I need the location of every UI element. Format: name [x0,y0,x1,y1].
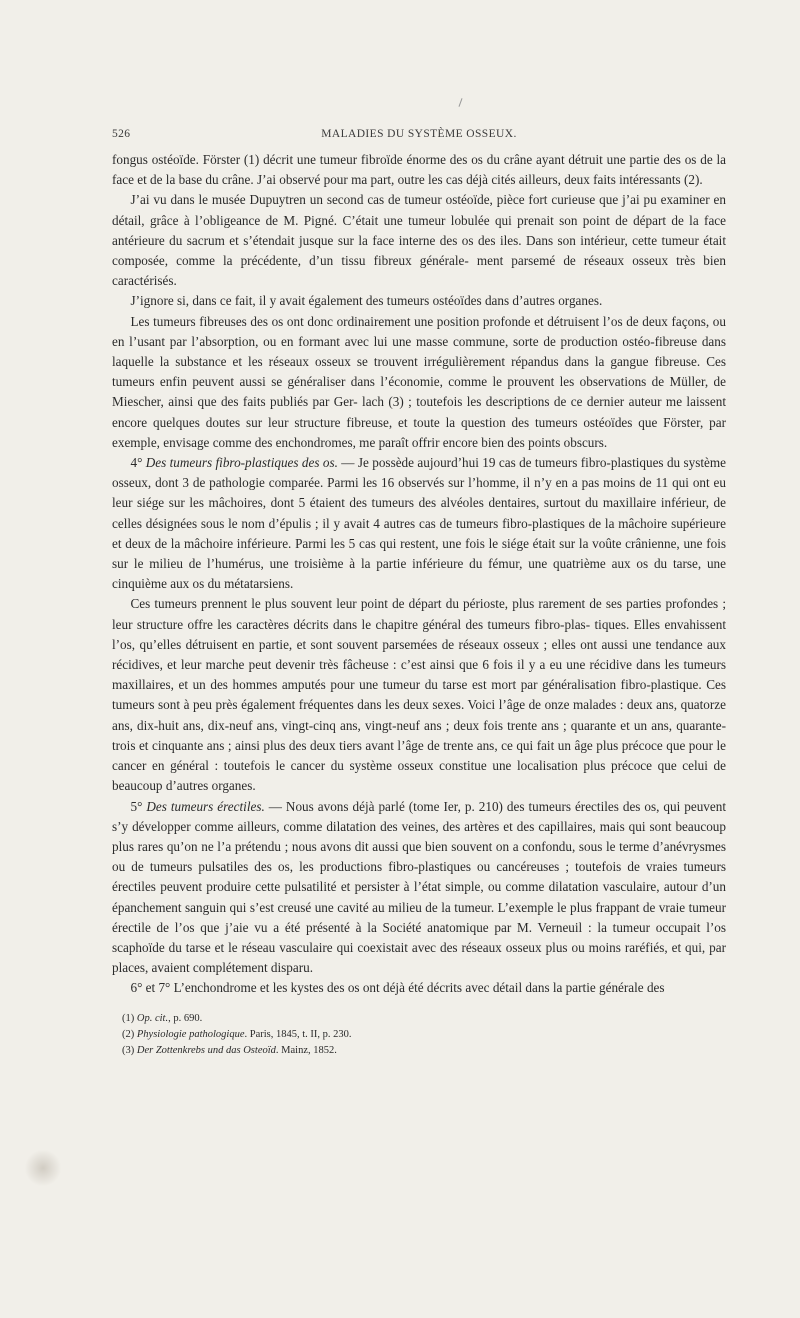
body-text [112,150,726,999]
paragraph [112,594,726,796]
paragraph-text: 6° et 7° L’enchondrome et les kystes des os ont déjà été décrits avec détail dans la partie générale des [130,980,665,996]
paragraph-text: J’ai vu dans le musée Dupuytren un second cas de tumeur ostéoïde, pièce fort curieuse que j’ai pu examiner en détail, grâce à l’obligeance de M. Pigné. C’était une tumeur lobulée qui prenait son point de départ de la face antérieure du sacrum et s’étendait jusque sur la face interne des os des iles. Dans son intérieur, cette tumeur était composée, comme la précédente, d’un tissu fibreux générale- ment parsemé de réseaux osseux très bien caractérisés. [112,192,726,289]
paragraph [112,453,726,594]
paragraph [112,291,726,311]
running-head: MALADIES DU SYSTÈME OSSEUX. [321,128,517,140]
page-stain [24,1150,62,1186]
section-number: 5° [130,798,147,814]
paragraph-text: — Je possède aujourd’hui 19 cas de tumeurs fibro-plastiques du système osseux, dont 3 de pathologie comparée. Parmi les 16 observés sur l’homme, il n’y en a pas moins de 11 qui ont eu leur siége sur les mâchoires, dont 5 étaient des tumeurs des alvéoles dentaires, surtout du maxillaire inférieur, de celles désignées sous le nom d’épulis ; il y avait 4 autres cas de tumeurs fibro-plastiques de la mâchoire supérieure et deux de la mâchoire inférieure. Parmi les 5 cas qui restent, une fois le siége était sur la voûte crânienne, une fois sur le milieu de l’humérus, une troisième à la partie inférieure du fémur, une quatrième aux os du tarse, une cinquième aux os du métatarsiens. [112,455,727,592]
footnote-mark: (1) [122,1012,135,1024]
section-number: 4° [130,455,146,471]
footnote-text: . Paris, 1845, t. II, p. 230. [244,1028,352,1040]
paragraph-text: — Nous avons déjà parlé (tome Ier, p. 210) des tumeurs érectiles des os, qui peuvent s’y développer comme ailleurs, comme dilatation des veines, des artères et des capillaires, mais qui sont beaucoup plus rares qu’on ne l’a prétendu ; nous avons dit aussi que bien souvent on a confondu, sous le terme d’anévrysmes ou de tumeurs pulsatiles des os, les productions fibro-plastiques ou cancéreuses ; toutefois de vraies tumeurs érectiles peuvent produire cette pulsatilité et persister à l’état simple, ou comme dilatation vasculaire, autour d’un épanchement sanguin qui s’est creusé une cavité au milieu de la tumeur. L’exemple le plus frappant de vraie tumeur érectile de l’os que j’aie vu a été présenté à la Société anatomique par M. Verneuil : la tumeur occupait l’os scaphoïde du tarse et le réseau vasculaire qui coexistait avec des réseaux osseux plus ou moins raréfiés, et qui, par places, avaient complétement disparu. [112,798,727,976]
section-title: Des tumeurs érectiles. [146,798,265,814]
paragraph [112,312,726,453]
paragraph [112,150,726,190]
footnote-ref: Physiologie pathologique [136,1028,245,1040]
stray-mark [458,98,462,107]
paragraph-text: fongus ostéoïde. Förster (1) décrit une tumeur fibroïde énorme des os du crâne ayant détruit une partie des os de la face et de la base du crâne. J’ai observé pour ma part, outre les cas déjà cités ailleurs, deux faits intéressants (2). [112,152,726,188]
footnote-ref: Op. cit. [136,1012,169,1024]
footnote-ref: Der Zottenkrebs und das Osteoïd [136,1044,276,1056]
paragraph [112,978,726,998]
paragraph [112,190,726,291]
footnote-text: , p. 690. [168,1012,203,1024]
paragraph-text: Les tumeurs fibreuses des os ont donc ordinairement une position profonde et détruisent l’os de deux façons, ou en l’usant par l’absorption, ou en formant avec lui une masse commune, sorte de production ostéo-fibreuse dans laquelle la substance et les réseaux osseux se trouvent irrégulièrement répandus dans la gangue fibreuse. Ces tumeurs enfin peuvent aussi se généraliser dans l’économie, comme le prouvent les observations de Müller, de Miescher, ainsi que des faits publiés par Ger- lach (3) ; toutefois les descriptions de ce dernier auteur me laissent encore quelques doutes sur leur structure fibreuse, et toute la question des tumeurs ostéoïdes que Förster, par exemple, envisage comme des enchondromes, me paraît offrir encore bien des points obscurs. [112,313,726,450]
book-page [112,128,726,1059]
section-title: Des tumeurs fibro-plastiques des os. [145,455,338,471]
footnote-mark: (3) [122,1044,135,1056]
footnotes [112,1011,726,1059]
footnote [112,1011,726,1027]
paragraph-text: J’ignore si, dans ce fait, il y avait également des tumeurs ostéoïdes dans d’autres organes. [130,293,603,309]
footnote-mark: (2) [122,1028,135,1040]
page-number: 526 [112,128,131,140]
paragraph [112,797,726,979]
footnote-text: . Mainz, 1852. [275,1044,337,1056]
footnote [112,1027,726,1043]
footnote [112,1043,726,1059]
paragraph-text: Ces tumeurs prennent le plus souvent leur point de départ du périoste, plus rarement de ses parties profondes ; leur structure offre les caractères décrits dans le chapitre général des tumeurs fibro-plas- tiques. Elles envahissent l’os, qu’elles détruisent en partie, et sont souvent parsemées de réseaux osseux ; elles ont aussi une tendance aux récidives, et leur marche peut devenir très fâcheuse : c’est ainsi que 6 fois il y a eu une récidive dans les tumeurs maxillaires, et un des hommes amputés pour une tumeur du tarse est mort par généralisation fibro-plastique. Ces tumeurs sont à peu près également fréquentes dans les deux sexes. Voici l’âge de onze malades : deux ans, quatorze ans, dix-huit ans, dix-neuf ans, vingt-cinq ans, vingt-neuf ans ; deux fois trente ans ; quarante et un ans, quarante-trois et cinquante ans ; ainsi plus des deux tiers avant l’âge de trente ans, ce qui fait un âge plus précoce que pour le cancer en général : toutefois le cancer du système osseux constitue une localisation plus précoce que celui de beaucoup d’autres organes. [112,596,726,794]
page-header [112,128,726,148]
